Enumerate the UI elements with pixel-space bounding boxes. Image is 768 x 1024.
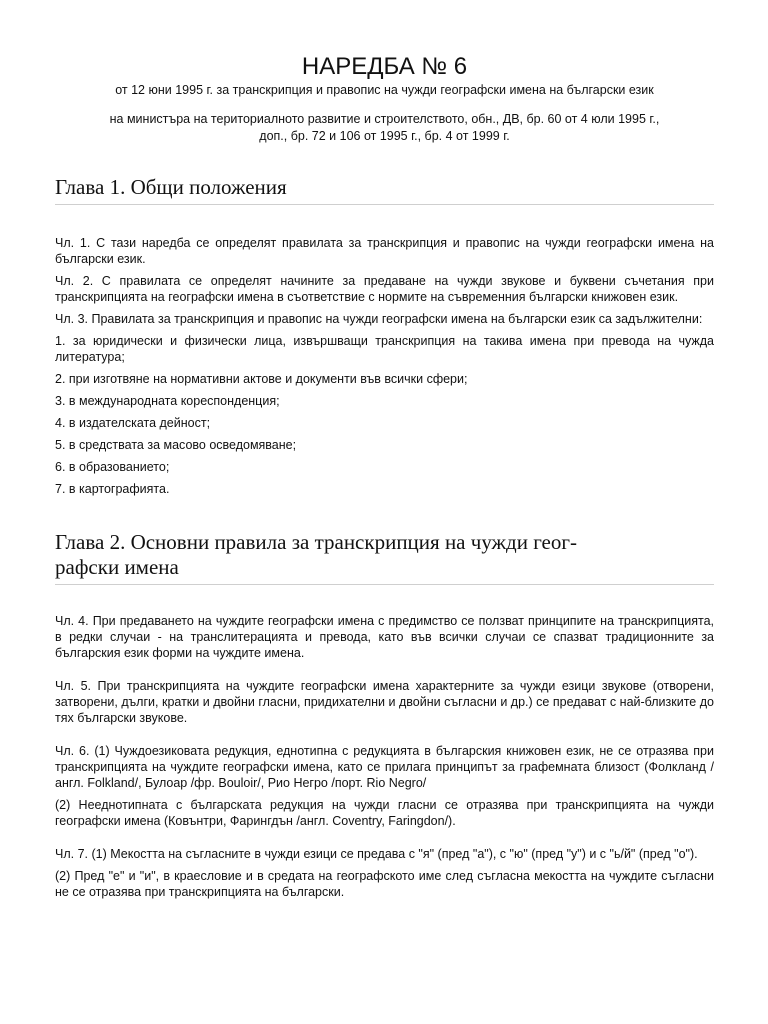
chapter-1-heading: Глава 1. Общи положения [55,175,714,205]
article-6-paragraph-1: Чл. 6. (1) Чуждоезиковата редукция, еднотипна с редукцията в българския книжовен език, не се отразява при транскрипцията на чуждите географски имена, като се прилага принципът за графемната близост (Фолкланд /англ. Folkland/, Булоар /фр. Bouloir/, Рио Негро /порт. Rio Negro/ [55,744,714,790]
article-1: Чл. 1. С тази наредба се определят правилата за транскрипция и правопис на чужди географски имена на български език. [55,236,714,266]
list-item: 2. при изготвяне на нормативни актове и документи във всички сфери; [55,372,468,386]
chapter-2-heading-line-2: рафски имена [55,555,179,579]
article-6-paragraph-2: (2) Нееднотипната с българската редукция на чужди гласни се отразява при транскрипцията на чужди географски имена (Ковънтри, Фарингдън /англ. Coventry, Faringdon/). [55,798,714,828]
issuer-line-2: доп., бр. 72 и 106 от 1995 г., бр. 4 от 1999 г. [259,129,510,143]
list-item: 3. в международната кореспонденция; [55,394,280,408]
article-3: Чл. 3. Правилата за транскрипция и правопис на чужди географски имена на български език са задължителни: [55,312,703,326]
issuer-line-1: на министъра на териториалното развитие и строителството, обн., ДВ, бр. 60 от 4 юли 1995 г., [109,112,660,126]
article-7-paragraph-2: (2) Пред "е" и "и", в краесловие и в средата на географското име след съгласна мекостта на чуждите съгласни не се отразява при транскрипцията на български. [55,869,714,899]
document-page [55,0,714,906]
article-2: Чл. 2. С правилата се определят начините за предаване на чужди звукове и буквени съчетания при транскрипцията на географски имена в съответствие с нормите на съвременния български книжовен език. [55,274,714,304]
document-issuer [55,111,714,145]
list-item: 5. в средствата за масово осведомяване; [55,438,297,452]
article-5: Чл. 5. При транскрипцията на чуждите географски имена характерните за чужди езици звукове (отворени, затворени, дълги, кратки и двойни гласни, придихателни и двойни съгласни и др.) се предават с най-близките до тях български звукове. [55,679,714,725]
chapter-2-body [55,613,714,900]
document-subtitle: от 12 юни 1995 г. за транскрипция и правопис на чужди географски имена на български език [115,83,654,97]
list-item: 6. в образованието; [55,460,170,474]
chapter-2-heading [55,530,714,585]
list-item: 7. в картографията. [55,482,170,496]
chapter-1-body [55,235,714,497]
chapter-2-heading-line-1: Глава 2. Основни правила за транскрипция на чужди геог- [55,530,577,554]
article-7-paragraph-1: Чл. 7. (1) Мекостта на съгласните в чужди езици се предава с "я" (пред "а"), с "ю" (пред "у") и с "ь/й" (пред "о"). [55,847,698,861]
article-4: Чл. 4. При предаването на чуждите географски имена с предимство се ползват принципите на транскрипцията, в редки случаи - на транслитерацията и превода, като във всички случаи се спазват традиционните за българския език форми на чуждите имена. [55,614,714,660]
document-title: НАРЕДБА № 6 [301,53,468,80]
list-item: 4. в издателската дейност; [55,416,211,430]
list-item: 1. за юридически и физически лица, извършващи транскрипция на такива имена при превода на чужда литература; [55,334,714,364]
